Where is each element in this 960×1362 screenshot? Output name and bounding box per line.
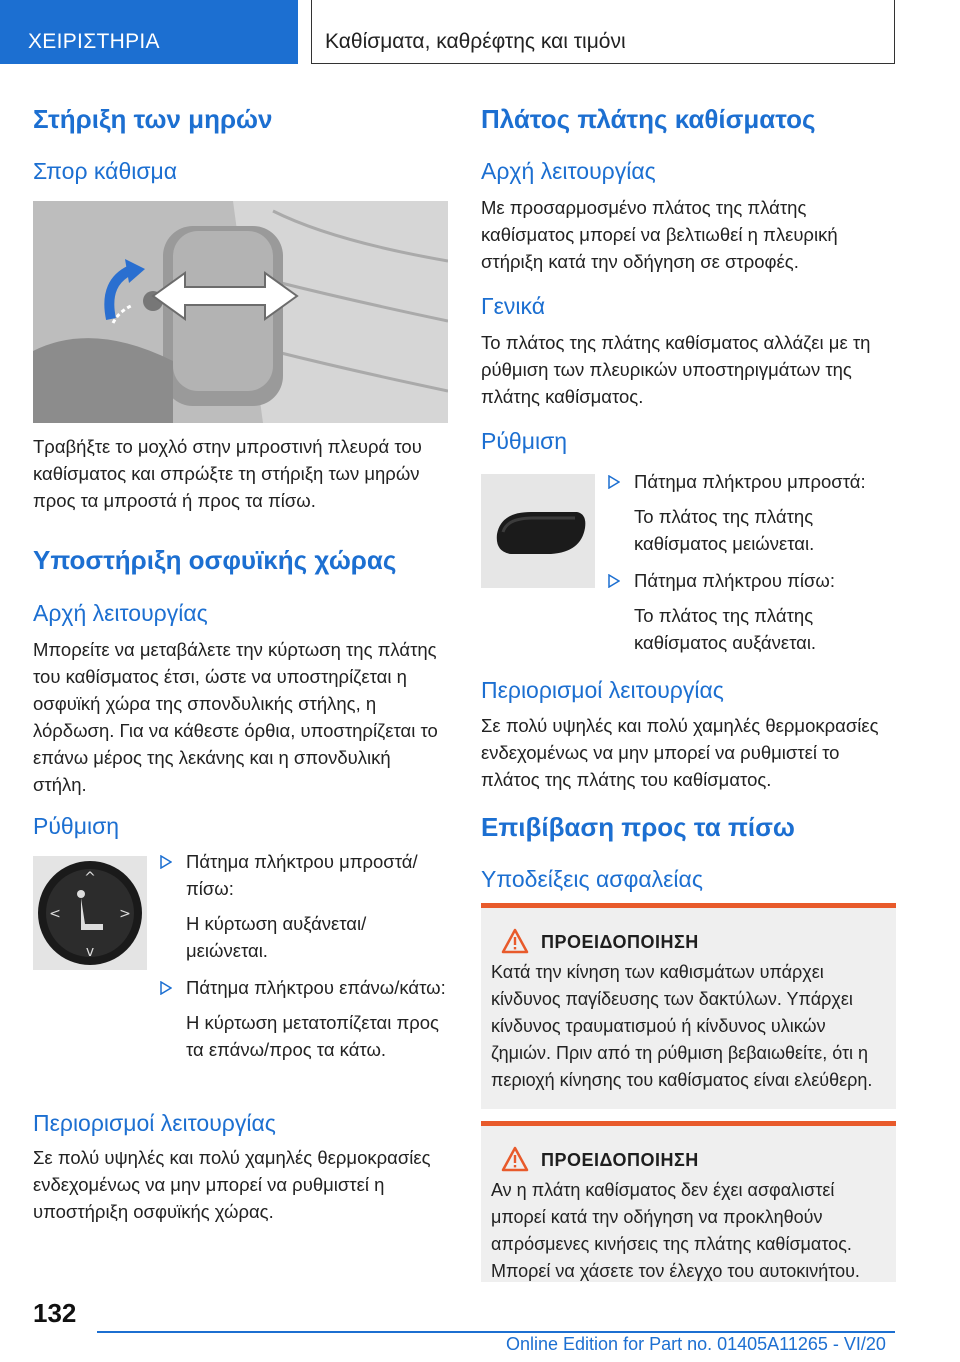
warning-title [541,932,886,953]
width-step-2-result: Το πλάτος της πλάτης καθίσματος αυξάνεται. [634,605,817,653]
width-step-1 [606,468,896,495]
width-principle-text: Με προσαρμοσμένο πλάτος της πλάτης καθίσματος μπορεί να βελτιωθεί η πλευρική στήριξη κατά την οδήγηση σε στροφές. [481,197,838,272]
width-switch-image [481,474,595,588]
lumbar-adjust-heading: Ρύθμιση [33,813,120,839]
width-step-1-result: Το πλάτος της πλάτης καθίσματος μειώνεται. [634,506,815,554]
general-heading: Γενικά [481,293,546,319]
step-arrow-icon [160,981,172,995]
safety-heading: Υποδείξεις ασφαλείας [481,866,703,892]
section-tab [0,0,298,64]
width-principle-heading: Αρχή λειτουργίας [481,158,656,184]
step-arrow-icon [608,574,620,588]
lumbar-step-1-result: Η κύρτωση αυξάνεται/μειώνεται. [186,913,367,961]
lumbar-limits-heading: Περιορισμοί λειτουργίας [33,1110,276,1136]
svg-text:^: ^ [84,870,96,886]
lumbar-principle-heading: Αρχή λειτουργίας [33,600,208,626]
lumbar-step-2-result: Η κύρτωση μετατοπίζεται προς τα επάνω/προς τα κάτω. [186,1012,439,1060]
warning-title [541,1150,886,1171]
warning-box-2 [481,1121,896,1282]
page-number: 132 [33,1298,77,1328]
width-steps [606,468,896,666]
lumbar-step-2-label: Πάτημα πλήκτρου επάνω/κάτω: [186,977,446,998]
svg-text:<: < [49,906,61,922]
sport-seat-heading: Σπορ κάθισμα [33,158,178,184]
svg-text:>: > [119,906,131,922]
general-text: Το πλάτος της πλάτης καθίσματος αλλάζει με τη ρύθμιση των πλευρικών υποστηριγμάτων της πλάτης καθίσματος. [481,332,871,407]
lumbar-step-1 [158,848,448,902]
svg-text:v: v [85,944,95,960]
edition-link[interactable]: Online Edition for Part no. 01405A11265 - VI/20 [506,1334,886,1354]
thigh-support-heading: Στήριξη των μηρών [33,104,273,134]
step-arrow-icon [608,475,620,489]
warning-2-text: Αν η πλάτη καθίσματος δεν έχει ασφαλιστεί μπορεί κατά την οδήγηση να προκληθούν απρόσμενες κινήσεις της πλάτης καθίσματος. Μπορεί να χάσετε τον έλεγχο του αυτοκινήτου. [491,1180,860,1281]
warning-triangle-icon [501,1146,529,1172]
rear-entry-heading: Επιβίβαση προς τα πίσω [481,812,795,842]
footer-rule [97,1331,895,1333]
section-title: ΧΕΙΡΙΣΤΗΡΙΑ [28,30,160,53]
width-step-2-label: Πάτημα πλήκτρου πίσω: [634,570,835,591]
width-step-1-label: Πάτημα πλήκτρου μπροστά: [634,471,866,492]
lumbar-switch-image [33,856,147,970]
step-arrow-icon [160,855,172,869]
warning-triangle-icon [501,928,529,954]
warning-1-text: Κατά την κίνηση των καθισμάτων υπάρχει κίνδυνος παγίδευσης των δακτύλων. Υπάρχει κίνδυνος τραυματισμού ή κίνδυνος υλικών ζημιών. Πριν από τη ρύθμιση βεβαιωθείτε, ότι η περιοχή κίνησης του καθίσματος είναι ελεύθερη. [491,962,873,1090]
width-step-2 [606,567,896,594]
lumbar-step-2 [158,974,448,1001]
thigh-support-text: Τραβήξτε το μοχλό στην μπροστινή πλευρά του καθίσματος και σπρώξτε τη στήριξη των μηρών προς τα μπροστά ή προς τα πίσω. [33,436,422,511]
lumbar-principle-text: Μπορείτε να μεταβάλετε την κύρτωση της πλάτης του καθίσματος έτσι, ώστε να υποστηρίζεται η οσφυϊκή χώρα της σπονδυλικής στήλης, η λόρδωση. Για να κάθεστε όρθια, υποστηρίζεται το επάνω μέρος της λεκάνης και η σπονδυλική στήλη. [33,639,438,795]
warning-label: ΠΡΟΕΙΔΟΠΟΙΗΣΗ [541,1150,699,1170]
backrest-width-heading: Πλάτος πλάτης καθίσματος [481,104,816,134]
warning-label: ΠΡΟΕΙΔΟΠΟΙΗΣΗ [541,932,699,952]
width-limits-heading: Περιορισμοί λειτουργίας [481,677,724,703]
lumbar-steps [158,848,448,1073]
width-limits-text: Σε πολύ υψηλές και πολύ χαμηλές θερμοκρασίες ενδεχομένως να μην μπορεί να ρυθμιστεί το πλάτος της πλάτης του καθίσματος. [481,715,879,790]
chapter-title: Καθίσματα, καθρέφτης και τιμόνι [325,30,626,53]
lumbar-limits-text: Σε πολύ υψηλές και πολύ χαμηλές θερμοκρασίες ενδεχομένως να μην μπορεί να ρυθμιστεί η υποστήριξη οσφυϊκής χώρας. [33,1147,431,1222]
warning-box-1 [481,903,896,1109]
lumbar-support-heading: Υποστήριξη οσφυϊκής χώρας [33,545,397,575]
lumbar-step-1-label: Πάτημα πλήκτρου μπροστά/πίσω: [186,851,418,899]
thigh-support-photo [33,201,448,423]
chapter-header [311,0,895,64]
width-adjust-heading: Ρύθμιση [481,428,568,454]
